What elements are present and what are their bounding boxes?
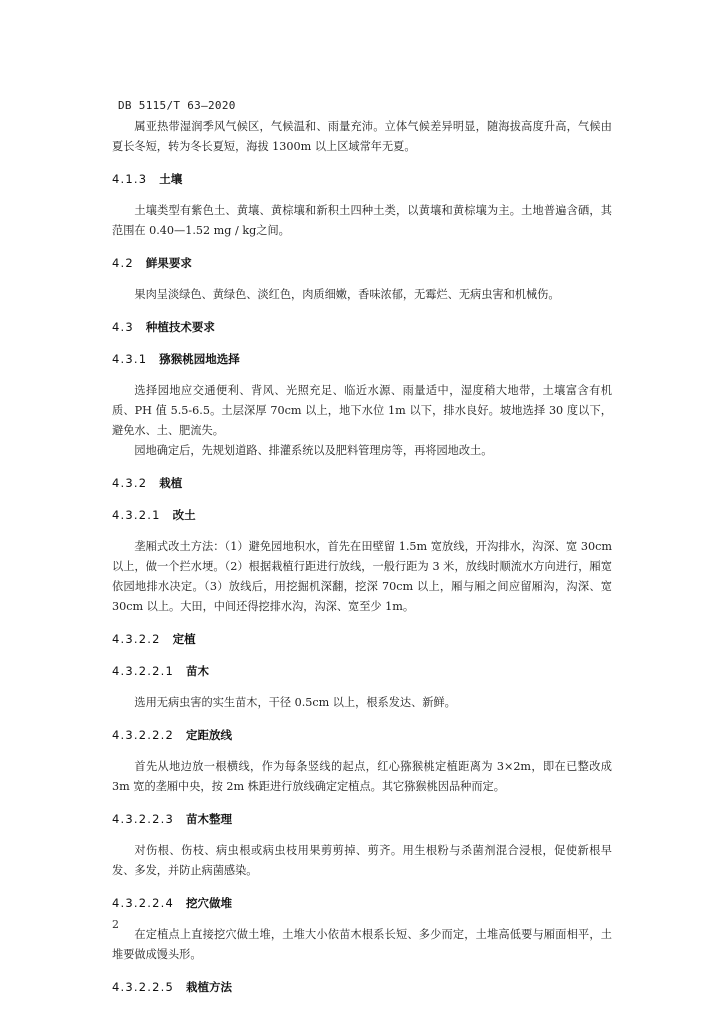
section-title: 定植 [172,632,196,646]
section-number: 4.3.2.2 [112,632,161,646]
section-heading [112,629,612,649]
section-title: 鲜果要求 [145,256,192,270]
section-title: 挖穴做堆 [186,896,233,910]
section-heading [112,169,612,189]
paragraph: 在定植点上直接挖穴做土堆，土堆大小依苗木根系长短、多少而定，土堆高低要与厢面相平，土堆要做成馒头形。 [112,928,612,961]
paragraph: 属亚热带湿润季风气候区，气候温和、雨量充沛。立体气候差异明显，随海拔高度升高，气候由夏长冬短，转为冬长夏短，海拔 1300m 以上区域常年无夏。 [112,120,612,153]
section-number: 4.2 [112,256,134,270]
section-heading [112,725,612,745]
section-number: 4.3.2.1 [112,508,161,522]
section-number: 4.3.2.2.3 [112,812,175,826]
paragraph: 土壤类型有紫色土、黄壤、黄棕壤和新积土四种土类，以黄壤和黄棕壤为主。土地普遍含硒，其范围在 0.40—1.52 mg / kg之间。 [112,204,612,237]
paragraph: 首先从地边放一根横线，作为每条竖线的起点，红心猕猴桃定植距离为 3×2m，即在已整改成 3m 宽的垄厢中央，按 2m 株距进行放线确定定植点。其它猕猴桃因品种而定。 [112,760,612,793]
section-heading [112,977,612,997]
section-heading [112,473,612,493]
section-title: 改土 [172,508,196,522]
section-title: 定距放线 [186,728,233,742]
section-number: 4.3.2.2.5 [112,980,175,994]
section-heading [112,253,612,273]
paragraph: 园地确定后，先规划道路、排灌系统以及肥料管理房等，再将园地改土。 [134,444,493,457]
section-title: 苗木整理 [186,812,233,826]
section-title: 苗木 [186,664,210,678]
section-heading [112,661,612,681]
paragraph: 果肉呈淡绿色、黄绿色、淡红色，肉质细嫩，香味浓郁，无霉烂、无病虫害和机械伤。 [134,288,560,301]
section-title: 栽植 [159,476,183,490]
section-title: 猕猴桃园地选择 [159,352,240,366]
section-heading [112,317,612,337]
paragraph: 对伤根、伤枝、病虫根或病虫枝用果剪剪掉、剪齐。用生根粉与杀菌剂混合浸根，促使新根早发、多发，并防止病菌感染。 [112,844,612,877]
section-heading [112,893,612,913]
section-title: 种植技术要求 [145,320,215,334]
section-number: 4.3.1 [112,352,148,366]
section-number: 4.3.2 [112,476,148,490]
section-heading [112,809,612,829]
section-title: 土壤 [159,172,183,186]
paragraph: 选择园地应交通便利、背风、光照充足、临近水源、雨量适中，湿度稍大地带，土壤富含有机质、PH 值 5.5-6.5。土层深厚 70cm 以上，地下水位 1m 以下，排水良好。坡地选择 30 度以下，避免水、土、肥流失。 [112,384,612,437]
section-heading [112,505,612,525]
paragraph: 选用无病虫害的实生苗木，干径 0.5cm 以上，根系发达、新鲜。 [134,696,456,709]
section-title: 栽植方法 [186,980,233,994]
section-number: 4.1.3 [112,172,148,186]
section-number: 4.3 [112,320,134,334]
document-body [112,117,612,1009]
standard-code-header: DB 5115/T 63—2020 [118,99,236,112]
section-heading [112,349,612,369]
section-number: 4.3.2.2.4 [112,896,175,910]
section-number: 4.3.2.2.2 [112,728,175,742]
paragraph: 垄厢式改土方法：（1）避免园地积水，首先在田壁留 1.5m 宽放线，开沟排水，沟深、宽 30cm 以上，做一个拦水埂。（2）根据栽植行距进行放线，一般行距为 3 米，放线时顺流水方向进行，厢宽依园地排水决定。（3）放线后，用挖掘机深翻，挖深 70cm 以上，厢与厢之间应留厢沟，沟深、宽 30cm 以上。大田，中间还得挖排水沟，沟深、宽至少 1m。 [112,540,612,613]
page-number: 2 [112,918,119,931]
section-number: 4.3.2.2.1 [112,664,175,678]
